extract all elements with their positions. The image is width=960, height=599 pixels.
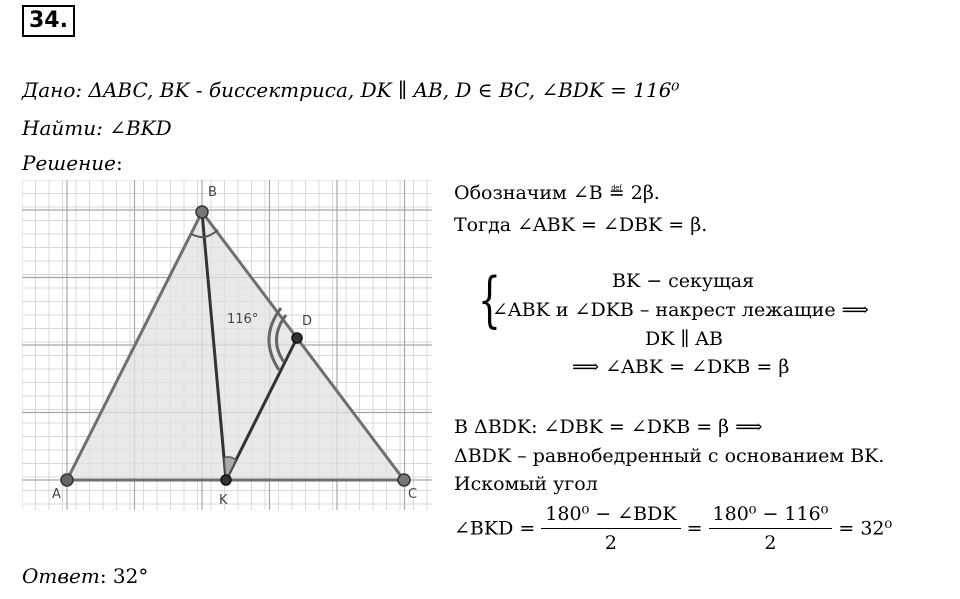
find-label: Найти [22,116,97,140]
point-d [292,333,302,343]
eq-lhs: ∠BKD = [454,517,536,540]
problem-number: 34. [22,5,75,37]
eq-mid: = [686,517,703,540]
label-d: D [302,314,313,329]
triangle-abc [67,212,404,480]
fraction-1-denominator: 2 [604,532,617,554]
given-line [22,78,679,102]
given-text: : ΔABC, BK - биссектриса, DK ∥ AB, D ∈ BC, ∠BDK = 116⁰ [75,78,680,102]
fraction-1 [541,500,680,557]
answer-label: Ответ [22,564,100,588]
point-b [196,206,208,218]
label-a: A [52,487,61,502]
solution-line [22,151,123,175]
label-k: K [219,493,228,508]
system-line-2: ∠ABK и ∠DKB – накрест лежащие ⟹ [492,299,869,321]
triangle-figure [22,180,432,510]
given-label: Дано [22,78,76,102]
step-triangle-bdk: В ΔBDK: ∠DBK = ∠DKB = β ⟹ [454,416,763,438]
fraction-2-denominator: 2 [764,532,777,554]
label-c: C [408,487,418,502]
eq-rhs: = 32⁰ [838,517,893,540]
step-then: Тогда ∠ABK = ∠DBK = β. [454,214,708,236]
solution-label: Решение [22,151,116,175]
step-sought-angle: Искомый угол [454,473,598,495]
system-line-1: BK − секущая [612,270,755,292]
label-b: B [208,185,217,200]
point-a [61,474,73,486]
fraction-2-numerator: 180⁰ − 116⁰ [709,500,833,529]
fraction-2 [709,500,833,557]
step-notation: Обозначим ∠B ≝ 2β. [454,182,660,204]
find-text: : ∠BKD [96,116,172,140]
system-conclusion: ⟹ ∠ABK = ∠DKB = β [572,356,790,378]
point-c [398,474,410,486]
system-brace: { [478,265,501,335]
answer-line [22,564,148,588]
fraction-1-numerator: 180⁰ − ∠BDK [541,500,680,529]
label-angle-116: 116° [227,312,259,327]
system-line-3: DK ∥ AB [645,328,723,350]
point-k [221,475,231,485]
answer-text: : 32° [99,564,149,588]
find-line [22,116,172,140]
final-equation [454,500,892,557]
solution-colon: : [115,151,123,175]
step-isosceles: ΔBDK – равнобедренный с основанием BK. [454,445,885,467]
